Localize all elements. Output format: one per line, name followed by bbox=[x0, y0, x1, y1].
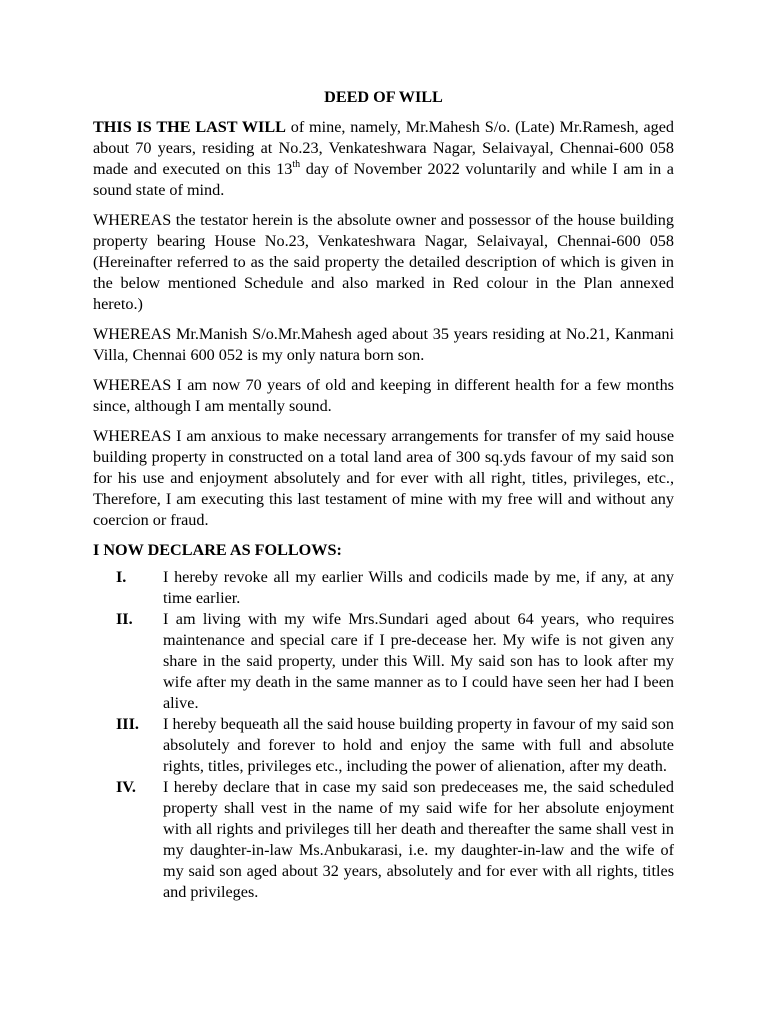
intro-text: of mine, namely, Mr.Mahesh S/o. (Late) Mr.Ramesh, aged about 70 years, residing at No.23, Venkateshwara Nagar, Selaivayal, Chennai-600 058 made and executed on this 13 bbox=[93, 118, 674, 178]
will-document bbox=[93, 86, 674, 903]
clause-item bbox=[93, 609, 674, 714]
clause-item bbox=[93, 714, 674, 777]
clause-list bbox=[93, 567, 674, 903]
clause-number: I. bbox=[116, 568, 127, 586]
clause-text: I hereby bequeath all the said house building property in favour of my said son absolutely and forever to hold and enjoy the same with full and absolute rights, titles, privileges etc., including the power of alienation, after my death. bbox=[163, 715, 674, 775]
clause-text: I hereby revoke all my earlier Wills and codicils made by me, if any, at any time earlier. bbox=[163, 568, 674, 607]
whereas-paragraph-son: WHEREAS Mr.Manish S/o.Mr.Mahesh aged about 35 years residing at No.21, Kanmani Villa, Chennai 600 052 is my only natura born son. bbox=[93, 325, 674, 364]
whereas-paragraph-health: WHEREAS I am now 70 years of old and keeping in different health for a few months since, although I am mentally sound. bbox=[93, 376, 674, 415]
clause-item bbox=[93, 777, 674, 903]
clause-number: III. bbox=[116, 715, 139, 733]
intro-lead: THIS IS THE LAST WILL bbox=[93, 118, 286, 136]
intro-text-end: day of November 2022 voluntarily and while I am in a sound state of mind. bbox=[93, 160, 674, 199]
clause-item bbox=[93, 567, 674, 609]
date-ordinal-suffix: th bbox=[292, 158, 301, 170]
clause-text: I hereby declare that in case my said son predeceases me, the said scheduled property shall vest in the name of my said wife for her absolute enjoyment with all rights and privileges till her death and thereafter the same shall vest in my daughter-in-law Ms.Anbukarasi, i.e. my daughter-in-law and the wife of my said son aged about 32 years, absolutely and for ever with all rights, titles and privileges. bbox=[163, 778, 674, 901]
declare-heading: I NOW DECLARE AS FOLLOWS: bbox=[93, 541, 342, 559]
clause-text: I am living with my wife Mrs.Sundari aged about 64 years, who requires maintenance and special care if I pre-decease her. My wife is not given any share in the said property, under this Will. My said son has to look after my wife after my death in the same manner as to I could have seen her had I been alive. bbox=[163, 610, 674, 712]
intro-paragraph bbox=[93, 117, 674, 201]
document-title: DEED OF WILL bbox=[324, 88, 443, 106]
whereas-paragraph-property: WHEREAS the testator herein is the absolute owner and possessor of the house building property bearing House No.23, Venkateshwara Nagar, Selaivayal, Chennai-600 058 (Hereinafter referred to as the said property the detailed description of which is given in the below mentioned Schedule and also marked in Red colour in the Plan annexed hereto.) bbox=[93, 211, 674, 313]
whereas-paragraph-transfer: WHEREAS I am anxious to make necessary arrangements for transfer of my said house building property in constructed on a total land area of 300 sq.yds favour of my said son for his use and enjoyment absolutely and for ever with all right, titles, privileges, etc., Therefore, I am executing this last testament of mine with my free will and without any coercion or fraud. bbox=[93, 427, 674, 529]
clause-number: IV. bbox=[116, 778, 136, 796]
clause-number: II. bbox=[116, 610, 133, 628]
